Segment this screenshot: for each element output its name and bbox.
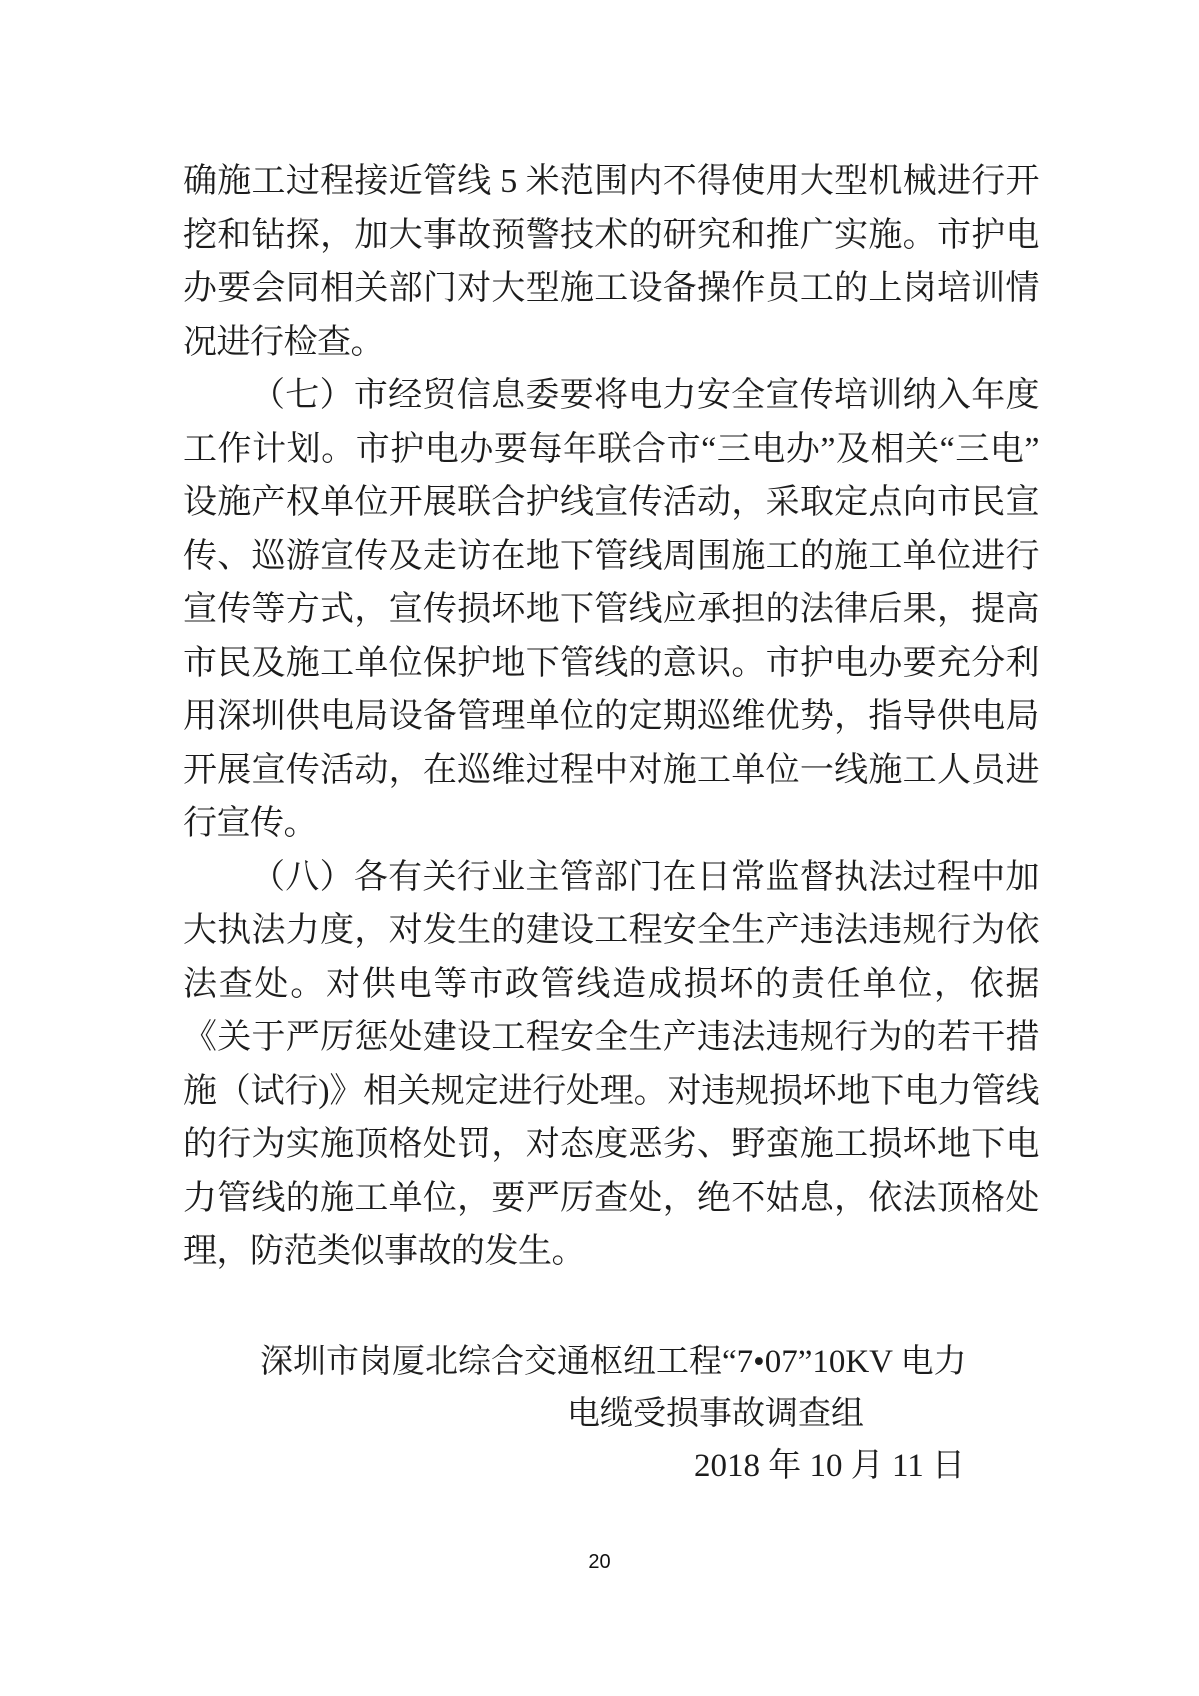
document-body — [183, 155, 1039, 1279]
page-number: 20 — [588, 1551, 611, 1573]
paragraph-continued: 确施工过程接近管线 5 米范围内不得使用大型机械进行开挖和钻探，加大事故预警技术的研究和推广实施。市护电办要会同相关部门对大型施工设备操作员工的上岗培训情况进行检查。 — [183, 163, 1039, 361]
signature-date: 2018 年 10 月 11 日 — [694, 1448, 966, 1484]
paragraph-item-7: （七）市经贸信息委要将电力安全宣传培训纳入年度工作计划。市护电办要每年联合市“三电办”及相关“三电”设施产权单位开展联合护线宣传活动，采取定点向市民宣传、巡游宣传及走访在地下管线周围施工的施工单位进行宣传等方式，宣传损坏地下管线应承担的法律后果，提高市民及施工单位保护地下管线的意识。市护电办要充分利用深圳供电局设备管理单位的定期巡维优势，指导供电局开展宣传活动，在巡维过程中对施工单位一线施工人员进行宣传。 — [183, 377, 1039, 842]
signature-block — [0, 1336, 1199, 1492]
signature-org-line-2: 电缆受损事故调查组 — [567, 1396, 864, 1432]
paragraph-item-8: （八）各有关行业主管部门在日常监督执法过程中加大执法力度，对发生的建设工程安全生产违法违规行为依法查处。对供电等市政管线造成损坏的责任单位，依据《关于严厉惩处建设工程安全生产违法违规行为的若干措施（试行)》相关规定进行处理。对违规损坏地下电力管线的行为实施顶格处罚，对态度恶劣、野蛮施工损坏地下电力管线的施工单位，要严厉查处，绝不姑息，依法顶格处理，防范类似事故的发生。 — [183, 858, 1039, 1270]
signature-org-line-1: 深圳市岗厦北综合交通枢纽工程“7•07”10KV 电力 — [260, 1344, 967, 1380]
